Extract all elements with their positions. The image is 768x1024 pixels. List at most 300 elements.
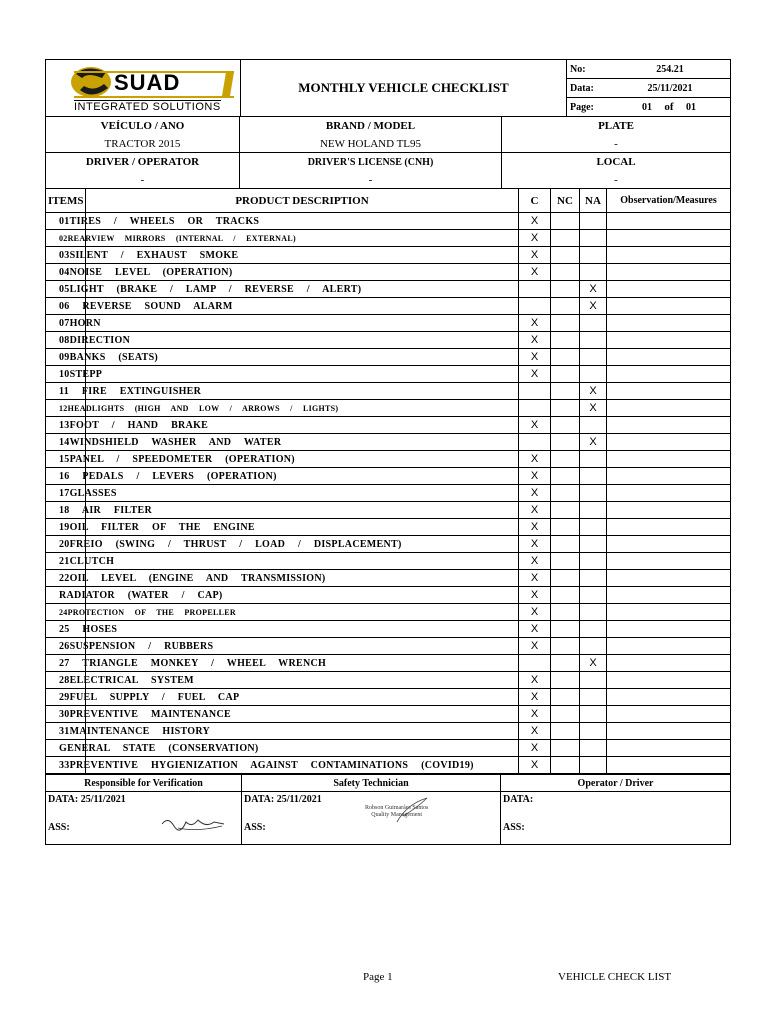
item-description (46, 638, 519, 655)
item-description-text: 21CLUTCH (59, 555, 115, 567)
logo-subtitle: INTEGRATED SOLUTIONS (74, 101, 221, 113)
item-rows (46, 213, 730, 774)
form-title: MONTHLY VEHICLE CHECKLIST (241, 60, 567, 116)
item-description (46, 740, 519, 757)
item-number-cell (46, 400, 86, 417)
table-row (46, 485, 730, 502)
item-description (46, 383, 519, 400)
table-row (46, 553, 730, 570)
item-nc-mark (551, 230, 580, 247)
item-description-text: 09BANKS (SEATS) (59, 351, 159, 363)
item-observation[interactable] (607, 281, 730, 298)
item-nc-mark (551, 332, 580, 349)
item-description (46, 570, 519, 587)
number-label: No: (570, 63, 586, 75)
item-number-cell (46, 706, 86, 723)
page-of: of (664, 101, 674, 113)
item-description (46, 315, 519, 332)
table-row (46, 604, 730, 621)
item-observation[interactable] (607, 638, 730, 655)
item-c-mark (519, 434, 551, 451)
safety-ass-label: ASS: (244, 822, 266, 833)
item-observation[interactable] (607, 485, 730, 502)
item-nc-mark (551, 757, 580, 774)
table-row (46, 332, 730, 349)
item-observation[interactable] (607, 315, 730, 332)
item-na-mark (580, 519, 607, 536)
item-observation[interactable] (607, 655, 730, 672)
item-description-text: 03SILENT / EXHAUST SMOKE (59, 249, 239, 261)
company-logo (46, 60, 241, 116)
item-number-cell (46, 247, 86, 264)
item-nc-mark (551, 400, 580, 417)
verification-ass-label: ASS: (48, 822, 70, 833)
table-row (46, 417, 730, 434)
item-na-mark (580, 485, 607, 502)
item-observation[interactable] (607, 621, 730, 638)
table-row (46, 383, 730, 400)
number-value: 254.21 (656, 63, 684, 75)
item-number-cell (46, 315, 86, 332)
item-number-cell (46, 332, 86, 349)
item-c-mark: X (519, 723, 551, 740)
item-nc-mark (551, 655, 580, 672)
date-value: 25/11/2021 (647, 82, 693, 94)
meta-date-row (567, 79, 730, 98)
item-number-cell (46, 638, 86, 655)
item-nc-mark (551, 247, 580, 264)
item-observation[interactable] (607, 451, 730, 468)
item-number-cell (46, 468, 86, 485)
item-nc-mark (551, 638, 580, 655)
stamp-role: Quality Management (371, 812, 423, 818)
items-table (46, 189, 730, 774)
item-observation[interactable] (607, 723, 730, 740)
item-nc-mark (551, 468, 580, 485)
item-c-mark: X (519, 332, 551, 349)
item-nc-mark (551, 383, 580, 400)
item-number-cell (46, 434, 86, 451)
operator-ass-label: ASS: (503, 822, 525, 833)
signature-header (46, 774, 730, 792)
item-observation[interactable] (607, 553, 730, 570)
item-na-mark (580, 587, 607, 604)
page-label: Page: (570, 101, 594, 113)
item-description-text: 22OIL LEVEL (ENGINE AND TRANSMISSION) (59, 572, 326, 584)
item-c-mark: X (519, 349, 551, 366)
item-description (46, 604, 519, 621)
item-observation[interactable] (607, 570, 730, 587)
item-description-text: 05LIGHT (BRAKE / LAMP / REVERSE / ALERT) (59, 283, 362, 295)
item-description-text: 10STEPP (59, 368, 103, 380)
table-row (46, 655, 730, 672)
item-observation[interactable] (607, 519, 730, 536)
item-number-cell (46, 349, 86, 366)
item-c-mark: X (519, 417, 551, 434)
item-na-mark (580, 451, 607, 468)
local-label: LOCAL (596, 156, 636, 168)
item-nc-mark (551, 434, 580, 451)
item-observation[interactable] (607, 383, 730, 400)
item-observation[interactable] (607, 298, 730, 315)
table-row (46, 264, 730, 281)
vehicle-info (46, 116, 730, 189)
item-description-text: 29FUEL SUPPLY / FUEL CAP (59, 691, 240, 703)
item-na-mark (580, 213, 607, 230)
table-row (46, 706, 730, 723)
item-number-cell (46, 213, 86, 230)
item-observation[interactable] (607, 366, 730, 383)
item-number-cell (46, 621, 86, 638)
item-nc-mark (551, 366, 580, 383)
table-row (46, 451, 730, 468)
item-na-mark (580, 553, 607, 570)
item-description (46, 757, 519, 774)
item-description-text: 15PANEL / SPEEDOMETER (OPERATION) (59, 453, 295, 465)
item-nc-mark (551, 315, 580, 332)
driver-value: - (46, 171, 240, 189)
item-description (46, 485, 519, 502)
form-meta (567, 60, 730, 116)
verification-label: Responsible for Verification (46, 774, 242, 792)
table-row (46, 519, 730, 536)
item-c-mark: X (519, 706, 551, 723)
license-value: - (240, 171, 502, 189)
info-row-values-2 (46, 171, 730, 189)
item-na-mark (580, 349, 607, 366)
item-description (46, 587, 519, 604)
operator-date-label: DATA: (503, 794, 534, 805)
header-row (46, 60, 730, 116)
table-row (46, 468, 730, 485)
item-c-mark: X (519, 740, 551, 757)
item-description-text: 01TIRES / WHEELS OR TRACKS (59, 215, 260, 227)
item-observation[interactable] (607, 230, 730, 247)
item-nc-mark (551, 349, 580, 366)
signature-scribble-icon (158, 814, 228, 834)
item-number-cell (46, 587, 86, 604)
item-observation[interactable] (607, 740, 730, 757)
item-nc-mark (551, 298, 580, 315)
item-na-mark (580, 230, 607, 247)
table-row (46, 230, 730, 247)
item-na-mark: X (580, 655, 607, 672)
item-number-cell (46, 281, 86, 298)
item-description (46, 468, 519, 485)
item-c-mark (519, 383, 551, 400)
table-row (46, 638, 730, 655)
item-c-mark: X (519, 672, 551, 689)
item-c-mark: X (519, 536, 551, 553)
item-c-mark: X (519, 366, 551, 383)
col-items: ITEMS (46, 189, 86, 213)
item-observation[interactable] (607, 400, 730, 417)
table-row (46, 587, 730, 604)
item-description (46, 281, 519, 298)
item-number-cell (46, 655, 86, 672)
item-observation[interactable] (607, 689, 730, 706)
item-c-mark: X (519, 451, 551, 468)
item-c-mark: X (519, 757, 551, 774)
item-na-mark (580, 689, 607, 706)
item-observation[interactable] (607, 604, 730, 621)
page-total: 01 (686, 101, 696, 113)
item-observation[interactable] (607, 247, 730, 264)
col-c: C (519, 189, 551, 213)
item-observation[interactable] (607, 332, 730, 349)
item-na-mark (580, 502, 607, 519)
item-c-mark: X (519, 315, 551, 332)
verification-date-line (46, 792, 128, 807)
item-observation[interactable] (607, 502, 730, 519)
item-na-mark (580, 264, 607, 281)
item-description-text: 04NOISE LEVEL (OPERATION) (59, 266, 233, 278)
info-row-values-1 (46, 135, 730, 153)
item-nc-mark (551, 723, 580, 740)
brand-value: NEW HOLAND TL95 (240, 135, 502, 153)
item-c-mark: X (519, 519, 551, 536)
item-na-mark (580, 332, 607, 349)
item-observation[interactable] (607, 706, 730, 723)
item-description-text: 30PREVENTIVE MAINTENANCE (59, 708, 231, 720)
item-description (46, 655, 519, 672)
item-nc-mark (551, 281, 580, 298)
item-c-mark (519, 400, 551, 417)
col-description: PRODUCT DESCRIPTION (86, 189, 519, 213)
page-number: 01 (642, 101, 652, 113)
meta-number-row (567, 60, 730, 79)
item-na-mark (580, 417, 607, 434)
item-na-mark: X (580, 400, 607, 417)
item-number-cell (46, 740, 86, 757)
verification-signature-box (46, 792, 242, 844)
item-c-mark (519, 281, 551, 298)
item-observation[interactable] (607, 417, 730, 434)
item-description-text: 25 HOSES (59, 623, 118, 635)
item-description-text: 07HORN (59, 317, 101, 329)
item-observation[interactable] (607, 757, 730, 774)
item-description (46, 502, 519, 519)
item-description-text: 19OIL FILTER OF THE ENGINE (59, 521, 255, 533)
item-c-mark: X (519, 485, 551, 502)
item-description (46, 536, 519, 553)
item-description-text: 18 AIR FILTER (59, 504, 152, 516)
safety-date-label: DATA: (244, 794, 275, 805)
item-observation[interactable] (607, 468, 730, 485)
table-row (46, 400, 730, 417)
table-row (46, 298, 730, 315)
item-na-mark (580, 706, 607, 723)
col-nc: NC (551, 189, 580, 213)
item-na-mark (580, 536, 607, 553)
local-value: - (502, 171, 730, 189)
item-nc-mark (551, 621, 580, 638)
item-number-cell (46, 570, 86, 587)
item-observation[interactable] (607, 264, 730, 281)
item-na-mark (580, 638, 607, 655)
table-row (46, 536, 730, 553)
item-nc-mark (551, 689, 580, 706)
item-description-text: 12HEADLIGHTS (HIGH AND LOW / ARROWS / LIGHTS) (59, 403, 339, 413)
item-description-text: 17GLASSES (59, 487, 117, 499)
item-observation[interactable] (607, 213, 730, 230)
item-na-mark (580, 672, 607, 689)
item-number-cell (46, 417, 86, 434)
item-na-mark (580, 723, 607, 740)
signature-section (46, 774, 730, 844)
logo-text: SUAD (114, 70, 181, 95)
item-number-cell (46, 757, 86, 774)
info-row-labels-1 (46, 117, 730, 135)
item-nc-mark (551, 213, 580, 230)
item-number-cell (46, 298, 86, 315)
item-na-mark (580, 570, 607, 587)
item-na-mark (580, 757, 607, 774)
footer-document-name: VEHICLE CHECK LIST (558, 971, 672, 983)
checklist-sheet (45, 59, 731, 845)
item-c-mark: X (519, 468, 551, 485)
item-c-mark: X (519, 230, 551, 247)
verification-date-value: 25/11/2021 (80, 794, 126, 805)
item-number-cell (46, 264, 86, 281)
item-nc-mark (551, 570, 580, 587)
item-description (46, 519, 519, 536)
item-description (46, 672, 519, 689)
item-nc-mark (551, 519, 580, 536)
item-c-mark: X (519, 570, 551, 587)
item-c-mark: X (519, 689, 551, 706)
item-number-cell (46, 689, 86, 706)
item-nc-mark (551, 451, 580, 468)
item-number-cell (46, 366, 86, 383)
brand-label: BRAND / MODEL (240, 117, 502, 135)
item-observation[interactable] (607, 536, 730, 553)
item-c-mark (519, 655, 551, 672)
item-nc-mark (551, 553, 580, 570)
item-description (46, 689, 519, 706)
item-description (46, 213, 519, 230)
plate-value: - (502, 135, 730, 153)
stamp (365, 805, 428, 819)
item-description-text: 20FREIO (SWING / THRUST / LOAD / DISPLACEMENT) (59, 538, 402, 550)
item-na-mark: X (580, 383, 607, 400)
item-observation[interactable] (607, 587, 730, 604)
item-description-text: 26SUSPENSION / RUBBERS (59, 640, 214, 652)
item-c-mark: X (519, 553, 551, 570)
item-nc-mark (551, 587, 580, 604)
item-na-mark (580, 740, 607, 757)
item-description (46, 298, 519, 315)
item-description-text: 27 TRIANGLE MONKEY / WHEEL WRENCH (59, 657, 327, 669)
item-nc-mark (551, 502, 580, 519)
col-observation: Observation/Measures (607, 189, 730, 213)
item-na-mark (580, 621, 607, 638)
plate-label: PLATE (598, 120, 634, 132)
item-description (46, 366, 519, 383)
item-na-mark: X (580, 281, 607, 298)
date-label: Data: (570, 82, 594, 94)
item-number-cell (46, 485, 86, 502)
info-row-labels-2 (46, 153, 730, 171)
item-description-text: 08DIRECTION (59, 334, 131, 346)
table-row (46, 757, 730, 774)
item-na-mark (580, 468, 607, 485)
item-nc-mark (551, 536, 580, 553)
safety-technician-label: Safety Technician (242, 774, 501, 792)
item-description (46, 553, 519, 570)
item-number-cell (46, 519, 86, 536)
item-c-mark: X (519, 621, 551, 638)
table-row (46, 570, 730, 587)
item-description-text: 33PREVENTIVE HYGIENIZATION AGAINST CONTAMINATIONS (COVID19) (59, 759, 474, 771)
table-row (46, 247, 730, 264)
item-number-cell (46, 536, 86, 553)
item-nc-mark (551, 706, 580, 723)
table-row (46, 349, 730, 366)
item-description-text: 28ELECTRICAL SYSTEM (59, 674, 194, 686)
item-number-cell (46, 230, 86, 247)
license-label: DRIVER'S LICENSE (CNH) (240, 153, 502, 171)
table-row (46, 315, 730, 332)
item-observation[interactable] (607, 349, 730, 366)
item-c-mark: X (519, 213, 551, 230)
item-number-cell (46, 451, 86, 468)
item-na-mark (580, 315, 607, 332)
item-number-cell (46, 672, 86, 689)
item-observation[interactable] (607, 672, 730, 689)
table-row (46, 502, 730, 519)
operator-label: Operator / Driver (501, 774, 730, 792)
item-description (46, 230, 519, 247)
safety-date-value: 25/11/2021 (276, 794, 322, 805)
item-observation[interactable] (607, 434, 730, 451)
item-description-text: 06 REVERSE SOUND ALARM (59, 300, 233, 312)
table-row (46, 621, 730, 638)
operator-signature-box (501, 792, 730, 844)
meta-page-row (567, 98, 730, 116)
item-nc-mark (551, 604, 580, 621)
item-description-text: RADIATOR (WATER / CAP) (59, 589, 223, 601)
driver-label: DRIVER / OPERATOR (46, 153, 240, 171)
table-row (46, 672, 730, 689)
vehicle-label: VEÍCULO / ANO (46, 117, 240, 135)
item-description (46, 349, 519, 366)
item-description (46, 417, 519, 434)
item-nc-mark (551, 264, 580, 281)
item-number-cell (46, 553, 86, 570)
item-number-cell (46, 723, 86, 740)
item-c-mark: X (519, 604, 551, 621)
table-row (46, 740, 730, 757)
item-na-mark (580, 604, 607, 621)
item-description (46, 451, 519, 468)
verification-date-label: DATA: (48, 794, 79, 805)
item-number-cell (46, 502, 86, 519)
item-description-text: 16 PEDALS / LEVERS (OPERATION) (59, 470, 277, 482)
item-description (46, 621, 519, 638)
table-row (46, 366, 730, 383)
table-row (46, 689, 730, 706)
item-nc-mark (551, 485, 580, 502)
stamp-name: Robson Guimarães Santos (365, 805, 429, 811)
item-nc-mark (551, 672, 580, 689)
item-na-mark (580, 247, 607, 264)
table-row (46, 434, 730, 451)
item-number-cell (46, 383, 86, 400)
item-description-text: GENERAL STATE (CONSERVATION) (59, 742, 259, 754)
safety-signature-box (242, 792, 501, 844)
item-description-text: 11 FIRE EXTINGUISHER (59, 385, 202, 397)
